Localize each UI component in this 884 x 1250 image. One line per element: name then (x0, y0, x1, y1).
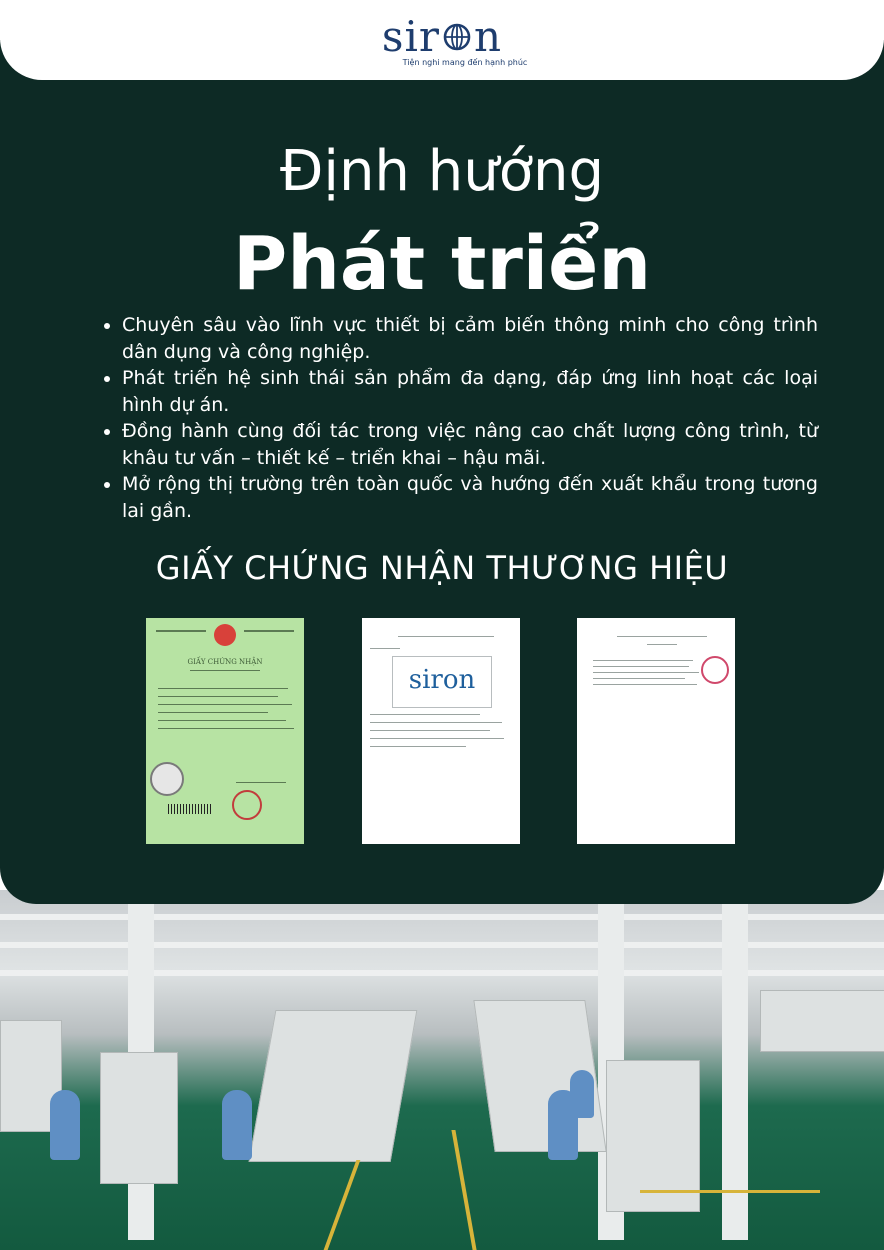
certificates-title: GIẤY CHỨNG NHẬN THƯƠNG HIỆU (155, 549, 729, 587)
logo-text-r: r (418, 12, 440, 61)
bullet-list (100, 312, 818, 524)
logo-text-si: si (381, 12, 419, 61)
brand-tagline: Tiện nghi mang đến hạnh phúc (402, 58, 528, 67)
headline-line-1: Định hướng (279, 139, 605, 204)
globe-icon (442, 22, 472, 52)
factory-photo (0, 890, 884, 1250)
certificate-image-1[interactable] (146, 618, 304, 844)
red-stamp-icon (232, 790, 262, 820)
stamp-icon (150, 762, 184, 796)
bullet-item: • Đồng hành cùng đối tác trong việc nâng cao chất lượng công trình, từ khâu tư vấn – thiết kế – triển khai – hậu mãi. (122, 418, 818, 471)
header (0, 0, 884, 80)
brand-logo[interactable] (0, 14, 884, 67)
logo-wordmark (382, 14, 502, 60)
certificate-image-3[interactable] (577, 618, 735, 844)
bullet-item: • Phát triển hệ sinh thái sản phẩm đa dạng, đáp ứng linh hoạt các loại hình dự án. (122, 365, 818, 418)
certificate-logo: siron (392, 656, 492, 708)
barcode-icon (168, 804, 212, 814)
logo-text-n: n (474, 12, 503, 61)
certificate-image-2[interactable] (362, 618, 520, 844)
bullet-item: • Mở rộng thị trường trên toàn quốc và hướng đến xuất khẩu trong tương lai gần. (122, 471, 818, 524)
red-stamp-icon (701, 656, 729, 684)
certificate-heading: GIẤY CHỨNG NHẬN (187, 658, 263, 666)
headline-line-2: Phát triển (232, 221, 652, 307)
bullet-item: • Chuyên sâu vào lĩnh vực thiết bị cảm biến thông minh cho công trình dân dụng và công nghiệp. (122, 312, 818, 365)
emblem-icon (214, 624, 236, 646)
